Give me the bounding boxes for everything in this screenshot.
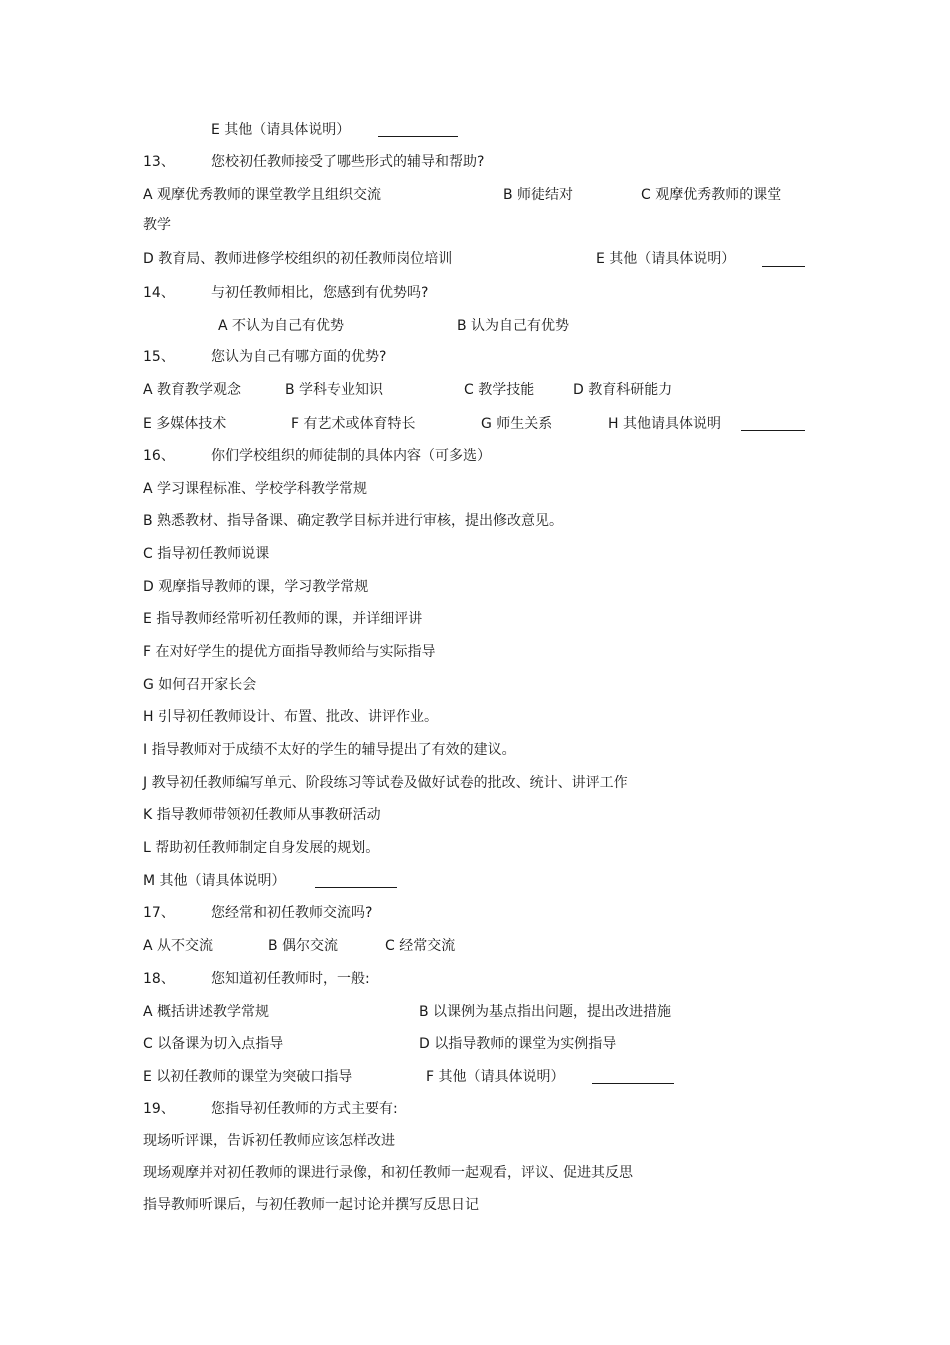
q17-option-c: C 经常交流 — [385, 938, 456, 954]
q18-question: 您知道初任教师时，一般: — [211, 971, 370, 987]
q16-answer-blank — [315, 887, 397, 888]
q16-option-c: C 指导初任教师说课 — [143, 546, 270, 562]
q16-option-m: M 其他（请具体说明） — [143, 873, 286, 889]
q13-option-e: E 其他（请具体说明） — [596, 251, 736, 267]
q19-method-3: 指导教师听课后，与初任教师一起讨论并撰写反思日记 — [143, 1197, 479, 1213]
q16-option-f: F 在对好学生的提优方面指导教师给与实际指导 — [143, 644, 436, 660]
q18-answer-blank — [592, 1083, 674, 1084]
q15-option-g: G 师生关系 — [481, 416, 553, 432]
q13-number: 13、 — [143, 154, 175, 170]
q13-option-d: D 教育局、教师进修学校组织的初任教师岗位培训 — [143, 251, 453, 267]
q13-option-c: C 观摩优秀教师的课堂 — [641, 187, 782, 203]
q13-answer-blank — [762, 266, 805, 267]
q16-option-b: B 熟悉教材、指导备课、确定教学目标并进行审核，提出修改意见。 — [143, 513, 564, 529]
q15-question: 您认为自己有哪方面的优势? — [211, 349, 387, 365]
q16-question: 你们学校组织的师徒制的具体内容（可多选） — [211, 448, 491, 464]
q18-option-e: E 以初任教师的课堂为突破口指导 — [143, 1069, 353, 1085]
q17-option-a: A 从不交流 — [143, 938, 214, 954]
q14-question: 与初任教师相比，您感到有优势吗? — [211, 285, 429, 301]
q13-option-c-continued: 教学 — [143, 217, 171, 233]
q13-option-a: A 观摩优秀教师的课堂教学且组织交流 — [143, 187, 382, 203]
q18-option-a: A 概括讲述教学常规 — [143, 1004, 270, 1020]
q15-option-h: H 其他请具体说明 — [608, 416, 721, 432]
q16-option-a: A 学习课程标准、学校学科教学常规 — [143, 481, 368, 497]
q16-option-l: L 帮助初任教师制定自身发展的规划。 — [143, 840, 380, 856]
q13-question: 您校初任教师接受了哪些形式的辅导和帮助? — [211, 154, 485, 170]
q16-number: 16、 — [143, 448, 175, 464]
q15-answer-blank — [741, 430, 805, 431]
q17-option-b: B 偶尔交流 — [268, 938, 339, 954]
q17-question: 您经常和初任教师交流吗? — [211, 905, 373, 921]
q15-option-c: C 教学技能 — [464, 382, 535, 398]
q15-number: 15、 — [143, 349, 175, 365]
q15-option-a: A 教育教学观念 — [143, 382, 242, 398]
q15-option-f: F 有艺术或体育特长 — [291, 416, 416, 432]
q16-option-e: E 指导教师经常听初任教师的课，并详细评讲 — [143, 611, 423, 627]
q19-method-1: 现场听评课，告诉初任教师应该怎样改进 — [143, 1133, 395, 1149]
q19-question: 您指导初任教师的方式主要有: — [211, 1101, 398, 1117]
q14-option-a: A 不认为自己有优势 — [218, 318, 345, 334]
q17-number: 17、 — [143, 905, 175, 921]
q15-option-b: B 学科专业知识 — [285, 382, 384, 398]
q16-option-d: D 观摩指导教师的课，学习教学常规 — [143, 579, 369, 595]
q16-option-h: H 引导初任教师设计、布置、批改、讲评作业。 — [143, 709, 438, 725]
q12-option-e: E 其他（请具体说明） — [211, 122, 351, 138]
q14-option-b: B 认为自己有优势 — [457, 318, 570, 334]
q18-number: 18、 — [143, 971, 175, 987]
q18-option-c: C 以备课为切入点指导 — [143, 1036, 284, 1052]
q12-answer-blank — [378, 136, 458, 137]
q16-option-g: G 如何召开家长会 — [143, 677, 257, 693]
q18-option-b: B 以课例为基点指出问题，提出改进措施 — [419, 1004, 672, 1020]
q16-option-j: J 教导初任教师编写单元、阶段练习等试卷及做好试卷的批改、统计、讲评工作 — [143, 775, 628, 791]
q16-option-k: K 指导教师带领初任教师从事教研活动 — [143, 807, 381, 823]
q18-option-f: F 其他（请具体说明） — [426, 1069, 565, 1085]
q18-option-d: D 以指导教师的课堂为实例指导 — [419, 1036, 617, 1052]
q19-number: 19、 — [143, 1101, 175, 1117]
q15-option-d: D 教育科研能力 — [573, 382, 673, 398]
q16-option-i: I 指导教师对于成绩不太好的学生的辅导提出了有效的建议。 — [143, 742, 516, 758]
q14-number: 14、 — [143, 285, 175, 301]
q19-method-2: 现场观摩并对初任教师的课进行录像，和初任教师一起观看，评议、促进其反思 — [143, 1165, 633, 1181]
q13-option-b: B 师徒结对 — [503, 187, 574, 203]
q15-option-e: E 多媒体技术 — [143, 416, 227, 432]
